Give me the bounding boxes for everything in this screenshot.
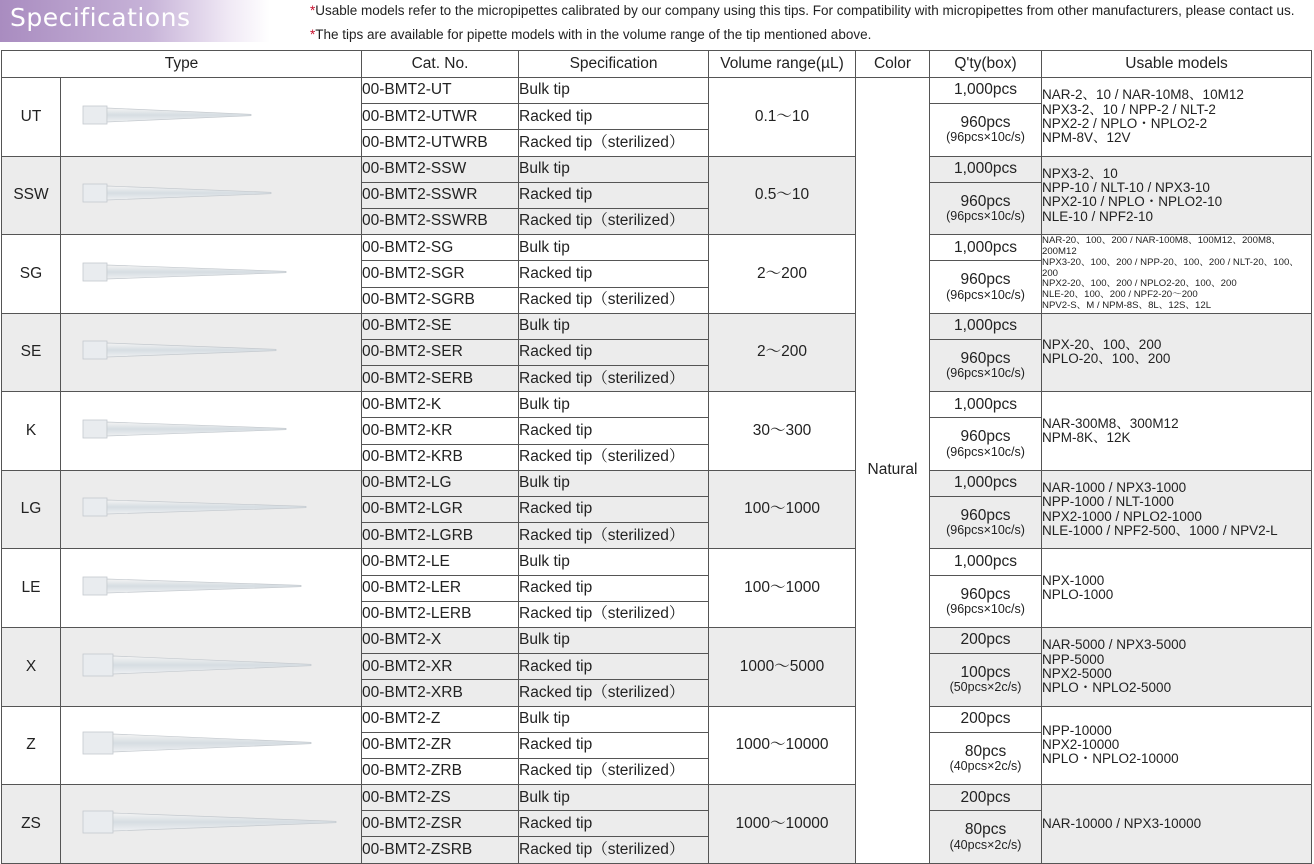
specification: Bulk tip [519,627,709,653]
pipette-tip-icon [71,95,351,135]
qty-racked [930,654,1042,706]
usable-models [1042,392,1312,471]
tip-image [61,470,362,549]
cat-no: 00-BMT2-SSWRB [362,208,519,234]
qty-racked [930,104,1042,156]
volume-range: 100～1000 [709,470,856,549]
volume-range: 30～300 [709,392,856,471]
tip-image [61,785,362,864]
specification: Racked tip [519,654,709,680]
qty-bulk: 200pcs [930,627,1042,653]
qty-racked-count: 960pcs [960,349,1011,367]
model-line: NLE-10 / NPF2-10 [1042,208,1154,224]
table-row [2,392,1312,418]
section-title: Specifications [10,3,191,32]
cat-no: 00-BMT2-LG [362,470,519,496]
specifications-table [1,50,1312,864]
tip-image [61,549,362,628]
pipette-tip-icon [71,645,351,685]
specification: Racked tip（sterilized） [519,444,709,470]
tip-image [61,156,362,235]
specification: Racked tip（sterilized） [519,680,709,706]
qty-racked-detail: (96pcs×10c/s) [946,209,1025,223]
specification: Racked tip [519,418,709,444]
cat-no: 00-BMT2-X [362,627,519,653]
qty-bulk: 200pcs [930,706,1042,732]
usable-models [1042,156,1312,235]
cat-no: 00-BMT2-UTWR [362,104,519,130]
cat-no: 00-BMT2-SSW [362,156,519,182]
pipette-tip-icon [71,802,351,842]
table-row [2,470,1312,496]
qty-bulk: 200pcs [930,785,1042,811]
specification: Racked tip（sterilized） [519,287,709,313]
col-cat-no: Cat. No. [362,51,519,78]
cat-no: 00-BMT2-SE [362,313,519,339]
qty-racked-count: 80pcs [964,742,1007,760]
col-usable-models: Usable models [1042,51,1312,78]
model-line: NAR-300M8、300M12 [1042,415,1179,431]
cat-no: 00-BMT2-ZSRB [362,837,519,863]
model-line: NPX2-2 / NPLO・NPLO2-2 [1042,115,1208,131]
specification: Racked tip [519,575,709,601]
model-line: NPX2-20、100、200 / NPLO2-20、100、200 [1042,278,1237,290]
table-row [2,313,1312,339]
table-row [2,549,1312,575]
qty-bulk: 1,000pcs [930,313,1042,339]
qty-racked-detail: (96pcs×10c/s) [946,444,1025,459]
specification: Racked tip（sterilized） [519,837,709,863]
cat-no: 00-BMT2-KRB [362,444,519,470]
specification: Racked tip（sterilized） [519,758,709,784]
usable-models [1042,470,1312,549]
tip-image [61,392,362,471]
model-line: NPX3-2、10 / NPP-2 / NLT-2 [1042,101,1216,117]
volume-range: 0.1～10 [709,78,856,157]
model-line: NPP-1000 / NLT-1000 [1042,494,1174,510]
tip-type: LE [2,549,61,628]
model-line: NAR-5000 / NPX3-5000 [1042,637,1187,653]
pipette-tip-icon [71,330,351,370]
model-line: NPP-10 / NLT-10 / NPX3-10 [1042,180,1210,196]
cat-no: 00-BMT2-KR [362,418,519,444]
specification: Racked tip [519,182,709,208]
qty-racked [930,182,1042,234]
model-line: NPV2-S、M / NPM-8S、8L、12S、12L [1042,299,1212,311]
pipette-tip-icon [71,409,351,449]
model-line: NPX2-1000 / NPLO2-1000 [1042,508,1202,524]
qty-racked-detail: (96pcs×10c/s) [946,287,1025,302]
model-line: NPLO・NPLO2-10000 [1042,751,1179,767]
qty-racked [930,261,1042,313]
cat-no: 00-BMT2-LER [362,575,519,601]
tip-type: SE [2,313,61,392]
cat-no: 00-BMT2-SSWR [362,182,519,208]
model-line: NPX2-10 / NPLO・NPLO2-10 [1042,194,1223,210]
cat-no: 00-BMT2-SGR [362,261,519,287]
model-line: NAR-10000 / NPX3-10000 [1042,815,1202,831]
model-line: NLE-20、100、200 / NPF2-20～200 [1042,289,1198,300]
qty-racked [930,732,1042,784]
cat-no: 00-BMT2-SG [362,235,519,261]
tip-image [61,706,362,785]
col-color: Color [856,51,930,78]
volume-range: 100～1000 [709,549,856,628]
col-volume-range: Volume range(µL) [709,51,856,78]
cat-no: 00-BMT2-LE [362,549,519,575]
table-row [2,78,1312,104]
specification: Bulk tip [519,706,709,732]
model-line: NAR-2、10 / NAR-10M8、10M12 [1042,87,1244,103]
model-line: NPLO・NPLO2-5000 [1042,679,1172,695]
col-type: Type [2,51,362,78]
qty-racked-detail: (96pcs×10c/s) [946,523,1025,538]
tip-type: Z [2,706,61,785]
qty-racked-detail: (96pcs×10c/s) [946,601,1025,616]
qty-bulk: 1,000pcs [930,470,1042,496]
cat-no: 00-BMT2-XR [362,654,519,680]
pipette-tip-icon [71,487,351,527]
specification: Bulk tip [519,78,709,104]
specification: Racked tip（sterilized） [519,208,709,234]
model-line: NPP-5000 [1042,651,1105,667]
specification: Bulk tip [519,235,709,261]
qty-racked [930,497,1042,549]
tip-image [61,235,362,314]
table-row [2,785,1312,811]
qty-racked [930,418,1042,470]
tip-type: LG [2,470,61,549]
pipette-tip-icon [71,723,351,763]
qty-racked-count: 100pcs [960,664,1011,682]
qty-racked-detail: (40pcs×2c/s) [949,758,1022,773]
table-header-row [2,51,1312,78]
qty-bulk: 1,000pcs [930,549,1042,575]
qty-racked-count: 960pcs [960,192,1011,210]
model-line: NPX2-10000 [1042,737,1120,753]
volume-range: 2～200 [709,313,856,392]
qty-racked-count: 960pcs [960,271,1011,289]
model-line: NAR-1000 / NPX3-1000 [1042,480,1187,496]
usable-models [1042,78,1312,157]
col-specification: Specification [519,51,709,78]
model-line: NPX2-5000 [1042,665,1112,681]
specification: Racked tip（sterilized） [519,601,709,627]
qty-bulk: 1,000pcs [930,78,1042,104]
model-line: NPX-20、100、200 [1042,337,1162,353]
usable-models [1042,706,1312,785]
usable-models-note: *Usable models refer to the micropipettes calibrated by our company using this tips. For compatibility with micropipettes from other manufacturers, please contact us. [310,3,1295,18]
cat-no: 00-BMT2-ZR [362,732,519,758]
qty-bulk: 1,000pcs [930,156,1042,182]
qty-racked-detail: (96pcs×10c/s) [946,366,1025,381]
tip-image [61,313,362,392]
cat-no: 00-BMT2-LERB [362,601,519,627]
table-row [2,235,1312,261]
model-line: NLE-1000 / NPF2-500、1000 / NPV2-L [1042,522,1278,538]
qty-racked-count: 960pcs [960,428,1011,446]
cat-no: 00-BMT2-Z [362,706,519,732]
volume-range-note: *The tips are available for pipette models with in the volume range of the tip mentioned above. [310,27,872,42]
cat-no: 00-BMT2-LGR [362,497,519,523]
specification: Bulk tip [519,156,709,182]
qty-bulk: 1,000pcs [930,235,1042,261]
tip-image [61,78,362,157]
cat-no: 00-BMT2-ZS [362,785,519,811]
cat-no: 00-BMT2-K [362,392,519,418]
color-value: Natural [856,78,930,864]
qty-racked-count: 960pcs [960,114,1011,132]
qty-racked-detail: (40pcs×2c/s) [949,837,1022,852]
tip-image [61,627,362,706]
specification: Bulk tip [519,313,709,339]
pipette-tip-icon [71,173,351,213]
cat-no: 00-BMT2-XRB [362,680,519,706]
model-line: NPLO-1000 [1042,587,1114,603]
cat-no: 00-BMT2-SER [362,339,519,365]
qty-racked [930,811,1042,863]
usable-models [1042,627,1312,706]
qty-racked-count: 960pcs [960,585,1011,603]
cat-no: 00-BMT2-LGRB [362,523,519,549]
model-line: NPX3-2、10 [1042,166,1118,181]
model-line: NPM-8K、12K [1042,430,1131,446]
specification: Bulk tip [519,785,709,811]
cat-no: 00-BMT2-UTWRB [362,130,519,156]
tip-type: ZS [2,785,61,864]
volume-range: 0.5～10 [709,156,856,235]
tip-type: SSW [2,156,61,235]
cat-no: 00-BMT2-SERB [362,366,519,392]
specification: Racked tip [519,104,709,130]
usable-models [1042,313,1312,392]
specification: Racked tip [519,339,709,365]
volume-range: 1000～5000 [709,627,856,706]
specification: Bulk tip [519,392,709,418]
cat-no: 00-BMT2-UT [362,78,519,104]
table-row [2,156,1312,182]
cat-no: 00-BMT2-ZSR [362,811,519,837]
model-line: NPP-10000 [1042,723,1112,739]
specification: Racked tip [519,261,709,287]
qty-racked-detail: (96pcs×10c/s) [946,130,1025,145]
tip-type: X [2,627,61,706]
tip-type: K [2,392,61,471]
model-line: NPM-8V、12V [1042,129,1131,145]
specification: Racked tip（sterilized） [519,130,709,156]
model-line: NPX3-20、100、200 / NPP-20、100、200 / NLT-20、100、200 [1042,256,1299,279]
col-qty: Q'ty(box) [930,51,1042,78]
qty-racked-count: 80pcs [964,821,1007,839]
pipette-tip-icon [71,252,351,292]
model-line: NAR-20、100、200 / NAR-100M8、100M12、200M8、200M12 [1042,235,1281,258]
specification: Bulk tip [519,470,709,496]
specification: Bulk tip [519,549,709,575]
volume-range: 2～200 [709,235,856,314]
table-row [2,706,1312,732]
usable-models [1042,549,1312,628]
qty-racked [930,575,1042,627]
usable-models [1042,235,1312,314]
specification: Racked tip [519,497,709,523]
usable-models [1042,785,1312,864]
model-line: NPLO-20、100、200 [1042,351,1171,367]
qty-racked [930,339,1042,391]
specification: Racked tip（sterilized） [519,523,709,549]
section-header-banner [0,0,270,42]
qty-racked-count: 960pcs [960,506,1011,524]
cat-no: 00-BMT2-ZRB [362,758,519,784]
cat-no: 00-BMT2-SGRB [362,287,519,313]
volume-range: 1000～10000 [709,706,856,785]
tip-type: UT [2,78,61,157]
qty-racked-detail: (50pcs×2c/s) [949,680,1022,695]
model-line: NPX-1000 [1042,572,1105,588]
volume-range: 1000～10000 [709,785,856,864]
specification: Racked tip [519,732,709,758]
tip-type: SG [2,235,61,314]
qty-bulk: 1,000pcs [930,392,1042,418]
specification: Racked tip [519,811,709,837]
table-row [2,627,1312,653]
pipette-tip-icon [71,566,351,606]
specification: Racked tip（sterilized） [519,366,709,392]
